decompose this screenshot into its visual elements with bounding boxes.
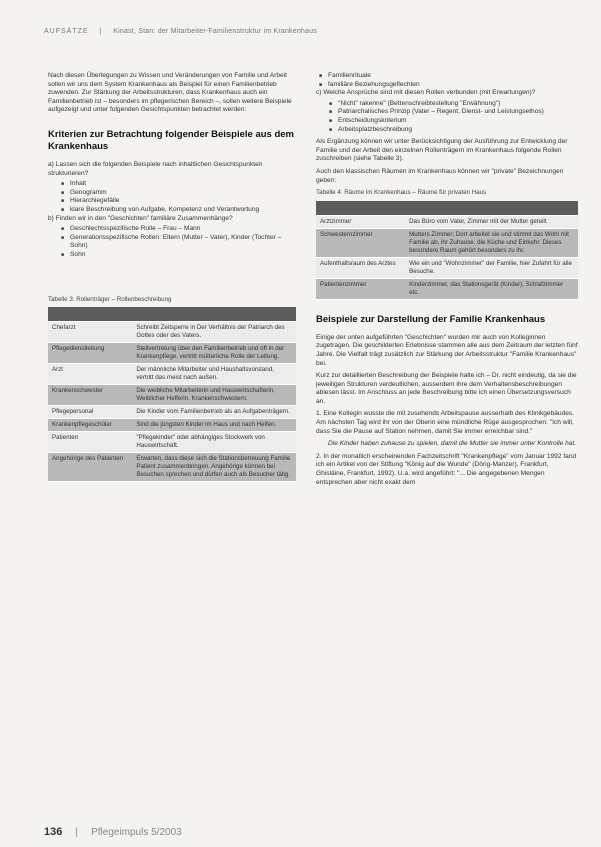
table-cell-key: Aufenthaltsraum des Arztes — [316, 257, 405, 278]
table-row — [48, 406, 296, 419]
list-item: ■ Generationsspezifische Rollen: Eltern (Mutter – Vater), Kinder (Tochter – Sohn) — [70, 234, 296, 251]
table-cell-value: Stellvertretung über den Familienbetrieb und oft in der Krankenpflege, vertritt mütterliche Rolle der Leitung. — [132, 343, 296, 364]
table4-caption: Tabelle 4: Räume im Krankenhaus – Räume für privaten Haus — [316, 189, 487, 197]
criteria-a-list — [48, 180, 296, 214]
paragraph-examples-intro: Einige der unten aufgeführten "Geschichten" wurden mir auch von Kolleginnen zugetragen. Die geschilderten Erlebnisse stammen alle aus dem Zeitraum der letzten fünf Jahre. Die Vielfalt trägt zusätzlich zur Stärkung der Arbeitsstruktur "Familie Krankenhaus" bei. — [316, 333, 578, 367]
criteria-item-a: a) Lassen sich die folgenden Beispiele nach inhaltlichen Gesichtspunkten strukturieren? — [48, 160, 263, 177]
intro-paragraph: Nach diesen Überlegungen zu Wissen und Veränderungen von Familie und Arbeit sollen wir uns dem System Krankenhaus als Beispiel für einen Familienbetrieb zuwenden. Zur Stärkung der Arbeitsstrukturen, dass Krankenhaus auch ein Familienbetrieb ist – besonders im pflegerischen Bereich –, sollen weitere Beispiele aufgezeigt und unter folgenden Gesichtspunkten betrachtet werden: — [48, 72, 292, 114]
table-cell-value: Sind die jüngsten Kinder im Haus und nach Helfen. — [132, 419, 296, 432]
paragraph-rooms: Auch den klassischen Räumen im Krankenhaus können wir "private" Bezeichnungen geben: — [316, 167, 564, 184]
table-row — [48, 453, 296, 482]
magazine-name: Pflegeimpuls 5/2003 — [91, 827, 182, 838]
table-cell-value: Mutters Zimmer; Dort arbeitet sie und stimmt das Wohl mit Familie ab, ihr Zuhause, die Küche und Einkehr. Dieses besondere Raum gehört besonders zu ihr. — [405, 228, 578, 257]
table-cell-key: Chefarzt — [48, 322, 132, 343]
table-cell-value: Die Kinder vom Familienbetrieb als an Aufgabenträgern. — [132, 406, 296, 419]
table-cell-key: Pflegepersonal — [48, 406, 132, 419]
criteria-b-list — [48, 225, 296, 259]
table-row — [48, 343, 296, 364]
right-column — [316, 72, 578, 491]
left-column — [48, 72, 296, 482]
table-row — [48, 432, 296, 453]
table-cell-value: Die weibliche Mitarbeiterin und Hauswirtschafterin, Weiblicher Helferin. Krankenschwestern. — [132, 385, 296, 406]
table-row — [48, 419, 296, 432]
criteria-item-c: c) Welche Ansprüche sind mit diesen Rollen verbunden (mit Erwartungen)? — [316, 89, 536, 97]
table-cell-key: Angehörige des Patienten — [48, 453, 132, 482]
list-item: ■ Inhalt — [70, 180, 296, 189]
table-row — [316, 278, 578, 299]
table-row — [48, 322, 296, 343]
table-cell-key: Arztzimmer — [316, 215, 405, 228]
example-1: 1. Eine Kollegin wusste die mit zusehends Arbeitspause ausserhalb des Klinikgebäudes. Am nächsten Tag wird ihr von der Oberin eine mündliche Rüge ausgesprochen: "Ich will, dass Sie die Pause auf Station nehmen, damit Sie immer erreichbar sind." — [316, 410, 575, 435]
table-header-bar — [48, 307, 296, 322]
table-row — [316, 228, 578, 257]
table-cell-value: Das Büro vom Vater, Zimmer mit der Mutter geteilt — [405, 215, 578, 228]
table-cell-key: Patienten — [48, 432, 132, 453]
table-cell-key: Krankenpflegeschüler — [48, 419, 132, 432]
table-cell-value: Schreibt Zeitsperre in Der Verhältnis der Patriarch des Gottes oder des Vaters. — [132, 322, 296, 343]
list-item: ■ Entscheidungskriterium — [338, 117, 578, 126]
table-row — [316, 215, 578, 228]
list-item: ■ Patriarchalisches Prinzip (Vater – Regent, Dienst- und Leistungsethos) — [338, 108, 578, 117]
list-item: ■ Hierarchiegefälle — [70, 197, 296, 206]
table3-caption: Tabelle 3: Rollenträger – Rollenbeschreibung — [48, 295, 172, 303]
example-2: 2. In der monatlich erscheinenden Fachzeitschrift "Krankenpflege" vom Januar 1992 fand ich ein Artikel von der Stiftung "König auf die Wunde" (Dörig-Manzer), Frankfurt, Ghisläine, Frankfurt, 1992). U.a. wird angeführt: "... Die angegebenen Mengen entsprechen aber nicht exakt dem — [316, 452, 577, 486]
list-item: ■ "Nicht" rakenne" (Bettenschreibtestellung "Erwähnung") — [338, 100, 578, 109]
table-cell-value: Kinderzimmer, das Stationsgerät (Kinder), Schlafzimmer etc. — [405, 278, 578, 299]
examples-heading: Beispiele zur Darstellung der Familie Krankenhaus — [316, 313, 546, 325]
example-1-note: Die Kinder haben zuhause zu spielen, damit die Mutter sie immer unter Kontrolle hat. — [328, 440, 577, 448]
list-item: ■ Arbeitsplatzbeschreibung — [338, 126, 578, 135]
list-item: ■ klare Beschreibung von Aufgabe, Kompetenz und Verantwortung — [70, 206, 296, 215]
page-number: 136 — [44, 826, 63, 838]
header-separator: | — [99, 28, 103, 35]
list-item: ■ Genogramm — [70, 189, 296, 198]
page-footer — [44, 826, 182, 838]
table-cell-value: Der männliche Mitarbeiter und Haushaltsvorstand, vertritt das meist nach außen. — [132, 364, 296, 385]
table-row — [316, 257, 578, 278]
top-bullet-list — [316, 72, 578, 89]
list-item: ■ Familienrituale — [328, 72, 578, 81]
list-item: ■ Sohn — [70, 251, 296, 260]
table-header-bar — [316, 201, 578, 216]
table-row — [48, 364, 296, 385]
table-cell-key: Schwesternzimmer — [316, 228, 405, 257]
article-subtitle: Kinast, Stan: der Mitarbeiter-Familienstruktur im Krankenhaus — [113, 28, 317, 35]
table-cell-key: Patientenzimmer — [316, 278, 405, 299]
list-item: ■ Geschlechtsspezifische Rolle – Frau – Mann — [70, 225, 296, 234]
table-row — [48, 385, 296, 406]
table-cell-value: Wie ein und "Wohnzimmer" der Familie, hier Zufahrt für alle Besuche. — [405, 257, 578, 278]
paragraph-examples-method: Kurz zur detaillierten Beschreibung der Beispiele halte ich – Dr. nicht eindeutig, da sie die jeweiligen Strukturen verdeutlichen, ausserdem ihre dem Verhaltensbeschreibungen ablesen lässt. Im Anschluss an jede Beschreibung bitte ich einen Übersetzungsversuch an. — [316, 372, 577, 405]
criteria-heading: Kriterien zur Betrachtung folgender Beispiele aus dem Krankenhaus — [48, 128, 294, 152]
table-cell-value: "Pflegekinder" oder abhängiges Stockwerk von Hauswirtschaft. — [132, 432, 296, 453]
table-cell-value: Erwarten, dass diese sich die Stationsbetreuung Familie Patient zusammenbringen. Angehörige können bei Besuchen sprechen und dürfen auch als Besucher tätig. — [132, 453, 296, 482]
table-rooms — [316, 201, 578, 300]
running-header — [44, 28, 564, 35]
list-item: ■ familiäre Beziehungsgeflechten — [328, 81, 578, 90]
criteria-item-b: b) Finden wir in den "Geschichten" familiäre Zusammenhänge? — [48, 214, 233, 222]
paragraph-roles: Als Ergänzung können wir unter Berücksichtigung der Ausführung zur Entwicklung der Familie und der Arbeit den einzelnen Rollenträgern im Krankenhaus folgende Rollen zuschreiben (siehe Tabelle 3). — [316, 138, 568, 163]
section-title: AUFSÄTZE — [44, 28, 89, 35]
criteria-c-list — [316, 100, 578, 134]
footer-separator: | — [75, 827, 79, 838]
table-cell-key: Pflegedienstleitung — [48, 343, 132, 364]
table-roles — [48, 307, 296, 482]
table-cell-key: Krankenschwester — [48, 385, 132, 406]
table-cell-key: Arzt — [48, 364, 132, 385]
